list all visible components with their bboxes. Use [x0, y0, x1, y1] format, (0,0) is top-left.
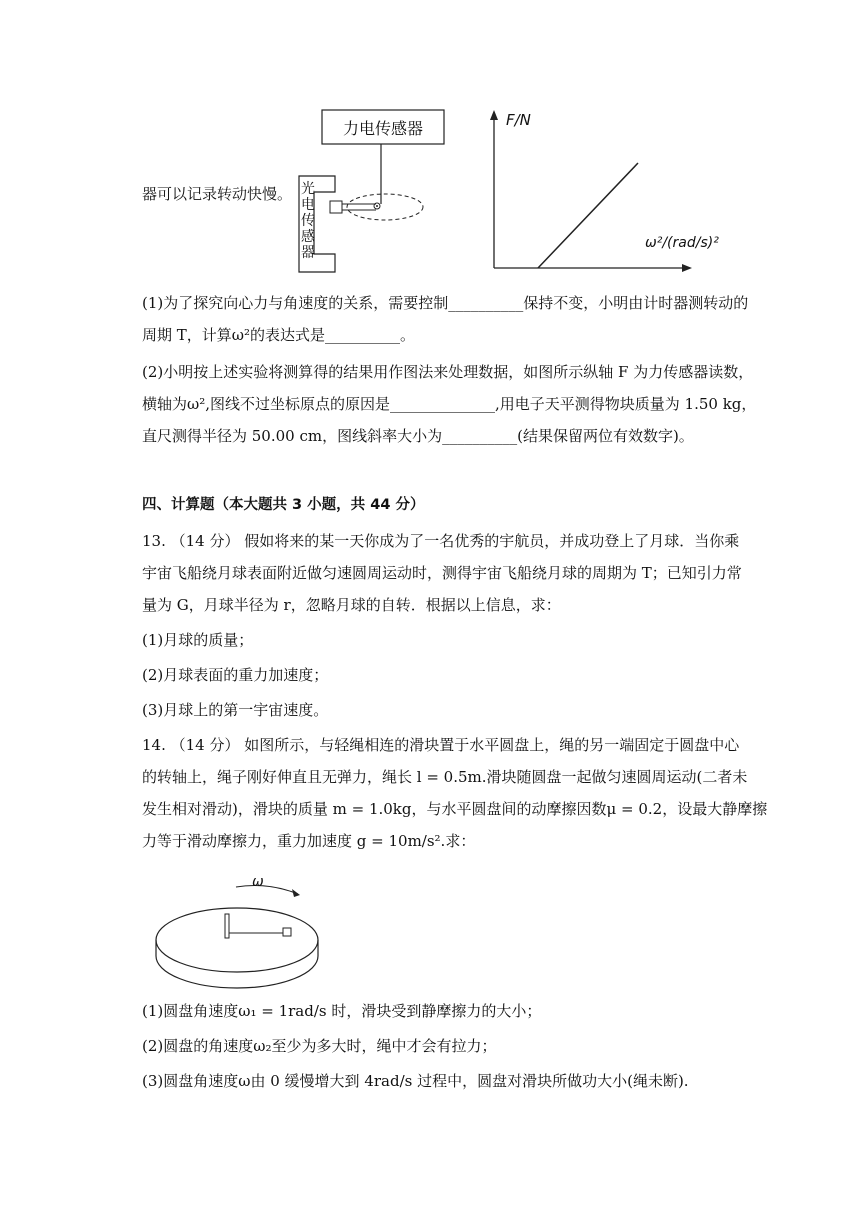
disc-figure	[148, 872, 328, 990]
apparatus-drawing	[290, 108, 450, 278]
disc-drawing	[148, 872, 328, 990]
q12-part2-line3: 直尺测得半径为 50.00 cm，图线斜率大小为__________(结果保留两位有效数字)。	[142, 427, 694, 445]
apparatus-figure	[290, 108, 450, 278]
q14-line3: 发生相对滑动)，滑块的质量 m = 1.0kg，与水平圆盘间的动摩擦因数μ = 0.2，设最大静摩擦	[142, 800, 768, 818]
x-axis-label: ω²/(rad/s)²	[645, 235, 719, 251]
q13-sub1: (1)月球的质量；	[142, 631, 254, 649]
q14-sub1: (1)圆盘角速度ω₁ = 1rad/s 时，滑块受到静摩擦力的大小；	[142, 1002, 542, 1020]
q13-sub2: (2)月球表面的重力加速度；	[142, 666, 329, 684]
photo-sensor-char: 光	[301, 181, 315, 197]
apparatus-caption: 器可以记录转动快慢。	[142, 185, 293, 203]
q12-part2-line2: 横轴为ω²,图线不过坐标原点的原因是______________,用电子天平测得物块质量为 1.50 kg，	[142, 395, 757, 413]
q14-line2: 的转轴上，绳子刚好伸直且无弹力，绳长 l = 0.5m.滑块随圆盘一起做匀速圆周运动(二者未	[142, 768, 748, 786]
q12-part1-line1: (1)为了探究向心力与角速度的关系，需要控制__________保持不变，小明由计时器测转动的	[142, 294, 749, 312]
photo-sensor-char: 器	[301, 245, 315, 261]
photo-sensor-char: 电	[301, 197, 315, 213]
graph-line	[538, 163, 638, 268]
y-axis-label: F/N	[506, 111, 531, 129]
q13-line2: 宇宙飞船绕月球表面附近做匀速圆周运动时，测得宇宙飞船绕月球的周期为 T；已知引力常	[142, 564, 742, 582]
q13-sub3: (3)月球上的第一宇宙速度。	[142, 701, 329, 719]
force-omega-graph	[488, 108, 719, 274]
section-heading: 四、计算题（本大题共 3 小题，共 44 分）	[142, 497, 425, 513]
graph-drawing	[488, 108, 719, 274]
q14-sub2: (2)圆盘的角速度ω₂至少为多大时，绳中才会有拉力；	[142, 1037, 497, 1055]
q12-part1-line2: 周期 T，计算ω²的表达式是__________。	[142, 326, 416, 344]
q14-line1: 14. （14 分） 如图所示，与轻绳相连的滑块置于水平圆盘上，绳的另一端固定于圆盘中心	[142, 736, 740, 754]
q14-line4: 力等于滑动摩擦力，重力加速度 g = 10m/s².求：	[142, 832, 476, 850]
omega-label: ω	[252, 874, 264, 890]
q14-sub3: (3)圆盘角速度ω由 0 缓慢增大到 4rad/s 过程中，圆盘对滑块所做功大小(绳未断).	[142, 1072, 689, 1090]
q12-part2-line1: (2)小明按上述实验将测算得的结果用作图法来处理数据，如图所示纵轴 F 为力传感器读数，	[142, 363, 754, 381]
photo-sensor-char: 传	[301, 213, 315, 229]
photo-sensor-char: 感	[301, 229, 315, 245]
q13-line3: 量为 G，月球半径为 r，忽略月球的自转．根据以上信息，求：	[142, 596, 561, 614]
force-sensor-label: 力电传感器	[342, 119, 424, 138]
q13-line1: 13. （14 分） 假如将来的某一天你成为了一名优秀的宇航员，并成功登上了月球．当你乘	[142, 532, 740, 550]
